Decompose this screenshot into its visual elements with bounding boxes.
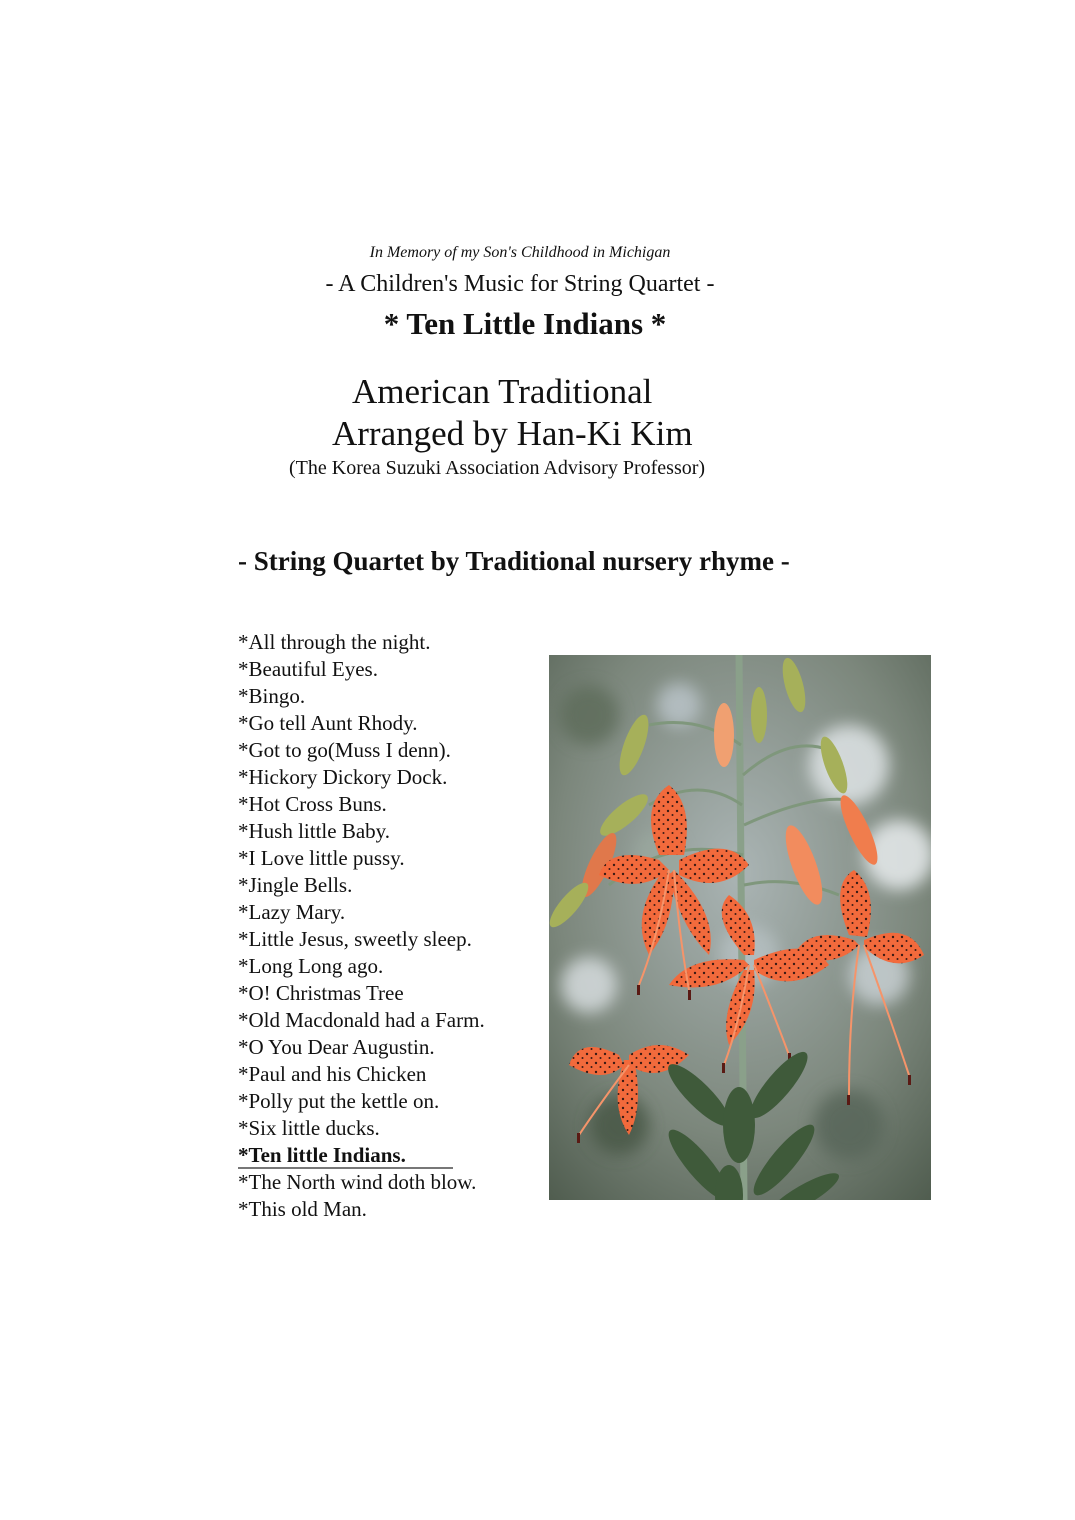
song-list-item: *The North wind doth blow.	[238, 1170, 477, 1194]
song-list-item: *Six little ducks.	[238, 1116, 380, 1140]
song-list-item: *Hot Cross Buns.	[238, 792, 387, 816]
song-list-item: *Hush little Baby.	[238, 819, 391, 843]
page-title: * Ten Little Indians *	[383, 306, 667, 341]
song-list-item: *All through the night.	[238, 630, 431, 654]
song-list-item: *Lazy Mary.	[238, 900, 346, 924]
song-list-item: *Go tell Aunt Rhody.	[238, 711, 418, 735]
tiger-lily-icon	[549, 655, 931, 1200]
song-list-item: *Hickory Dickory Dock.	[238, 765, 448, 789]
song-list-item: *Got to go(Muss I denn).	[238, 738, 451, 762]
origin-text: American Traditional	[352, 372, 653, 411]
song-list-item: *Bingo.	[238, 684, 306, 708]
song-list	[238, 629, 485, 1223]
tiger-lily-photo	[549, 655, 931, 1200]
song-list-item: *Jingle Bells.	[238, 873, 353, 897]
song-list-item: *This old Man.	[238, 1197, 367, 1221]
song-list-item: *I Love little pussy.	[238, 846, 405, 870]
song-list-item: *Long Long ago.	[238, 954, 384, 978]
song-list-item: *O You Dear Augustin.	[238, 1035, 435, 1059]
series-heading: - String Quartet by Traditional nursery rhyme -	[238, 546, 790, 576]
arranger-text: Arranged by Han-Ki Kim	[332, 414, 693, 453]
song-list-item: *O! Christmas Tree	[238, 981, 404, 1005]
song-list-item: *Little Jesus, sweetly sleep.	[238, 927, 472, 951]
dedication-text: In Memory of my Son's Childhood in Michigan	[369, 244, 671, 261]
song-list-item: *Old Macdonald had a Farm.	[238, 1008, 485, 1032]
affiliation-text: (The Korea Suzuki Association Advisory Professor)	[289, 457, 706, 479]
subtitle-text: - A Children's Music for String Quartet -	[325, 271, 715, 297]
song-list-item: *Beautiful Eyes.	[238, 657, 378, 681]
song-list-item: *Paul and his Chicken	[238, 1062, 427, 1086]
song-list-item: *Polly put the kettle on.	[238, 1089, 440, 1113]
song-list-item-current: *Ten little Indians.	[238, 1142, 453, 1169]
